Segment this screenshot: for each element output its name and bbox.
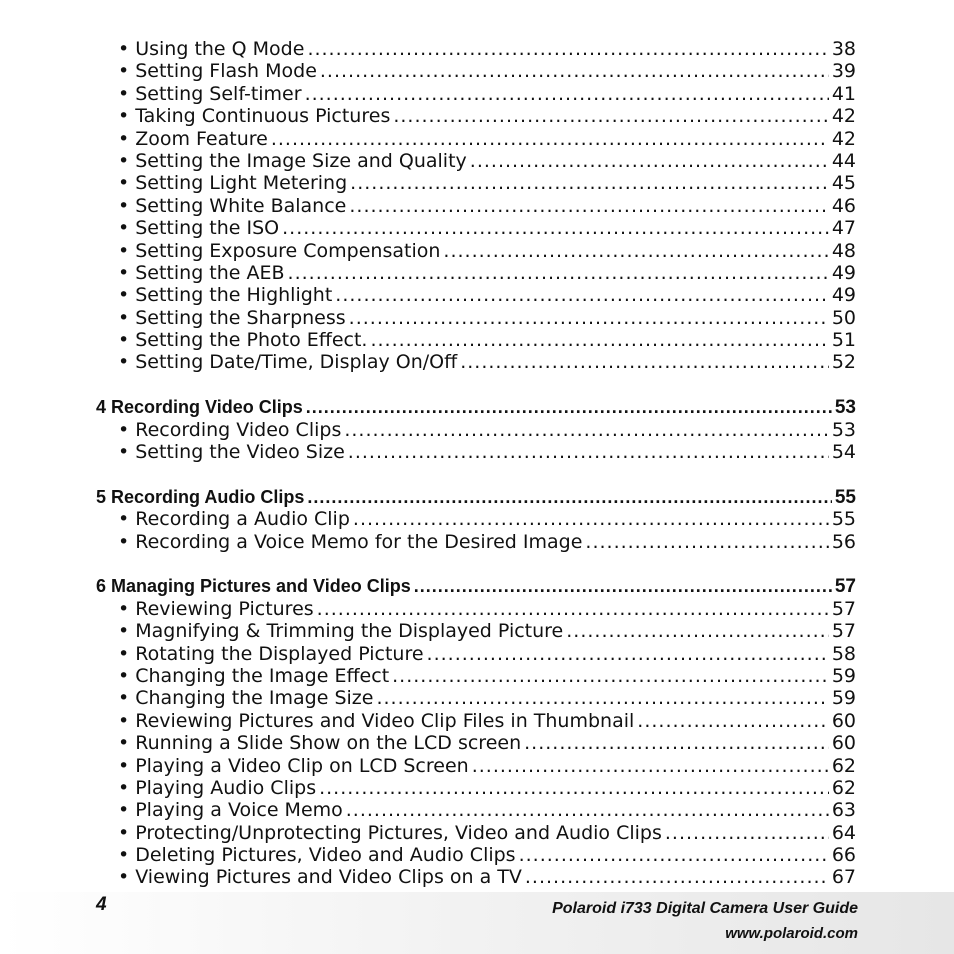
leader-dots — [346, 799, 829, 821]
toc-entry[interactable] — [96, 777, 856, 799]
toc-entry[interactable] — [96, 665, 856, 687]
toc-entry-title: Setting Light Metering — [135, 172, 348, 195]
toc-entry-page: 66 — [831, 844, 856, 867]
toc-entry-title: Recording a Voice Memo for the Desired Image — [135, 530, 583, 553]
bullet: • — [118, 149, 130, 172]
toc-entry[interactable] — [96, 620, 856, 642]
toc-entry-title: Setting Exposure Compensation — [135, 239, 441, 262]
bullet: • — [118, 351, 130, 374]
toc-entry-page: 64 — [831, 821, 856, 844]
toc-entry[interactable] — [96, 710, 856, 732]
bullet: • — [118, 866, 130, 889]
toc-entry-title: Setting Flash Mode — [135, 60, 317, 83]
toc-entry-title: Setting White Balance — [135, 194, 347, 217]
toc-entry[interactable] — [96, 844, 856, 866]
bullet: • — [118, 82, 130, 105]
toc-entry-title: Setting the Sharpness — [135, 306, 346, 329]
leader-dots — [414, 575, 832, 597]
toc-entry-title: Playing a Video Clip on LCD Screen — [135, 754, 469, 777]
bullet: • — [118, 60, 130, 83]
chapter-page: 57 — [834, 576, 856, 598]
leader-dots — [370, 329, 828, 351]
toc-entry-title: Using the Q Mode — [135, 38, 305, 60]
toc-entry-title: Recording a Audio Clip — [135, 508, 350, 531]
toc-entry-title: Setting Self-timer — [135, 82, 302, 105]
toc-entry-page: 67 — [831, 866, 856, 889]
toc-chapter-6[interactable] — [96, 575, 856, 597]
toc-entry[interactable] — [96, 799, 856, 821]
toc-entry-page: 52 — [831, 351, 856, 374]
toc-entry[interactable] — [96, 866, 856, 888]
bullet: • — [118, 329, 130, 352]
leader-dots — [353, 508, 829, 530]
toc-entry[interactable] — [96, 732, 856, 754]
toc-entry-title: Setting the Image Size and Quality — [135, 149, 467, 172]
leader-dots — [335, 284, 829, 306]
leader-dots — [317, 598, 829, 620]
toc-entry-title: Reviewing Pictures — [135, 597, 314, 620]
toc-entry-page: 60 — [831, 709, 856, 732]
chapter-page: 53 — [834, 397, 856, 419]
leader-dots — [307, 486, 832, 508]
table-of-contents — [96, 38, 856, 889]
leader-dots — [472, 755, 829, 777]
toc-entry-page: 59 — [831, 687, 856, 710]
toc-entry[interactable] — [96, 687, 856, 709]
leader-dots — [307, 38, 828, 60]
bullet: • — [118, 664, 130, 687]
toc-entry-page: 60 — [831, 732, 856, 755]
bullet: • — [118, 306, 130, 329]
toc-entry-title: Changing the Image Effect — [135, 664, 390, 687]
toc-entry-page: 57 — [831, 620, 856, 643]
section-gap — [96, 463, 856, 485]
toc-entry-page: 51 — [831, 329, 856, 352]
toc-entry-title: Protecting/Unprotecting Pictures, Video and Audio Clips — [135, 821, 662, 844]
toc-entry[interactable] — [96, 351, 856, 373]
toc-entry-page: 62 — [831, 754, 856, 777]
bullet: • — [118, 418, 130, 441]
leader-dots — [392, 665, 829, 687]
toc-entry[interactable] — [96, 508, 856, 530]
bullet: • — [118, 642, 130, 665]
leader-dots — [393, 105, 828, 127]
toc-entry[interactable] — [96, 262, 856, 284]
toc-entry[interactable] — [96, 60, 856, 82]
toc-entry-page: 63 — [831, 799, 856, 822]
toc-entry-page: 57 — [831, 597, 856, 620]
website-link[interactable]: www.polaroid.com — [725, 925, 858, 942]
toc-entry-title: Rotating the Displayed Picture — [135, 642, 424, 665]
toc-entry-title: Running a Slide Show on the LCD screen — [135, 732, 522, 755]
toc-entry-page: 54 — [831, 441, 856, 464]
chapter-page: 55 — [834, 486, 856, 508]
bullet: • — [118, 261, 130, 284]
toc-entry-page: 49 — [831, 261, 856, 284]
bullet: • — [118, 709, 130, 732]
leader-dots — [306, 396, 832, 418]
leader-dots — [665, 822, 829, 844]
toc-chapter-5[interactable] — [96, 486, 856, 508]
leader-dots — [319, 777, 829, 799]
toc-entry-page: 42 — [831, 105, 856, 128]
toc-entry-title: Viewing Pictures and Video Clips on a TV — [135, 866, 522, 889]
toc-entry-title: Zoom Feature — [135, 127, 268, 150]
toc-entry-page: 56 — [831, 530, 856, 553]
toc-entry[interactable] — [96, 419, 856, 441]
leader-dots — [349, 307, 829, 329]
bullet: • — [118, 441, 130, 464]
toc-entry-page: 38 — [831, 38, 856, 60]
bullet: • — [118, 284, 130, 307]
toc-entry-page: 42 — [831, 127, 856, 150]
toc-entry-page: 50 — [831, 306, 856, 329]
toc-entry-title: Playing a Voice Memo — [135, 799, 343, 822]
toc-entry[interactable] — [96, 240, 856, 262]
leader-dots — [637, 710, 829, 732]
leader-dots — [271, 128, 829, 150]
leader-dots — [320, 60, 829, 82]
toc-entry[interactable] — [96, 172, 856, 194]
bullet: • — [118, 776, 130, 799]
toc-entry-page: 46 — [831, 194, 856, 217]
toc-entry-title: Setting the ISO — [135, 217, 280, 240]
guide-title: Polaroid i733 Digital Camera User Guide — [552, 900, 858, 917]
bullet: • — [118, 239, 130, 262]
toc-entry[interactable] — [96, 329, 856, 351]
leader-dots — [519, 844, 829, 866]
toc-entry-title: Taking Continuous Pictures — [135, 105, 391, 128]
leader-dots — [282, 217, 829, 239]
toc-entry[interactable] — [96, 284, 856, 306]
leader-dots — [349, 195, 828, 217]
toc-entry[interactable] — [96, 441, 856, 463]
leader-dots — [305, 83, 829, 105]
toc-entry-page: 48 — [831, 239, 856, 262]
toc-entry[interactable] — [96, 38, 856, 60]
toc-entry-title: Setting the Highlight — [135, 284, 333, 307]
toc-chapter-4[interactable] — [96, 396, 856, 418]
toc-entry-page: 55 — [831, 508, 856, 531]
toc-entry-title: Recording Video Clips — [135, 418, 342, 441]
section-gap — [96, 553, 856, 575]
toc-entry-title: Setting the AEB — [135, 261, 285, 284]
chapter-title: 5 Recording Audio Clips — [96, 486, 305, 507]
bullet: • — [118, 597, 130, 620]
toc-entry-page: 59 — [831, 664, 856, 687]
bullet: • — [118, 620, 130, 643]
bullet: • — [118, 194, 130, 217]
toc-entry-title: Magnifying & Trimming the Displayed Picture — [135, 620, 564, 643]
toc-entry[interactable] — [96, 598, 856, 620]
toc-entry-page: 62 — [831, 776, 856, 799]
bullet: • — [118, 217, 130, 240]
leader-dots — [348, 441, 829, 463]
toc-entry-title: Setting the Video Size — [135, 441, 345, 464]
toc-entry-page: 53 — [831, 418, 856, 441]
bullet: • — [118, 530, 130, 553]
page-number: 4 — [96, 894, 107, 915]
toc-entry[interactable] — [96, 150, 856, 172]
bullet: • — [118, 38, 130, 60]
toc-entry[interactable] — [96, 217, 856, 239]
leader-dots — [470, 150, 829, 172]
chapter-title: 6 Managing Pictures and Video Clips — [96, 576, 411, 597]
leader-dots — [460, 351, 829, 373]
toc-entry[interactable] — [96, 128, 856, 150]
toc-entry[interactable] — [96, 755, 856, 777]
toc-group-1 — [96, 38, 856, 374]
toc-entry[interactable] — [96, 83, 856, 105]
chapter-title: 4 Recording Video Clips — [96, 397, 303, 418]
toc-entry[interactable] — [96, 105, 856, 127]
toc-entry[interactable] — [96, 643, 856, 665]
bullet: • — [118, 754, 130, 777]
toc-entry-title: Deleting Pictures, Video and Audio Clips — [135, 844, 516, 867]
toc-entry-page: 58 — [831, 642, 856, 665]
bullet: • — [118, 844, 130, 867]
toc-entry-title: Playing Audio Clips — [135, 776, 317, 799]
toc-entry[interactable] — [96, 195, 856, 217]
bullet: • — [118, 127, 130, 150]
toc-entry[interactable] — [96, 307, 856, 329]
leader-dots — [443, 240, 828, 262]
toc-entry-page: 45 — [831, 172, 856, 195]
toc-entry[interactable] — [96, 822, 856, 844]
toc-entry-page: 41 — [831, 82, 856, 105]
bullet: • — [118, 799, 130, 822]
leader-dots — [525, 866, 829, 888]
bullet: • — [118, 172, 130, 195]
leader-dots — [344, 419, 828, 441]
bullet: • — [118, 687, 130, 710]
toc-entry-page: 49 — [831, 284, 856, 307]
toc-entry-title: Setting Date/Time, Display On/Off — [135, 351, 458, 374]
leader-dots — [566, 620, 829, 642]
bullet: • — [118, 732, 130, 755]
leader-dots — [350, 172, 829, 194]
bullet: • — [118, 105, 130, 128]
leader-dots — [427, 643, 829, 665]
leader-dots — [288, 262, 829, 284]
bullet: • — [118, 508, 130, 531]
toc-entry-page: 44 — [831, 149, 856, 172]
bullet: • — [118, 821, 130, 844]
toc-entry-page: 39 — [831, 60, 856, 83]
toc-entry-title: Changing the Image Size — [135, 687, 374, 710]
toc-entry-page: 47 — [831, 217, 856, 240]
leader-dots — [585, 531, 828, 553]
toc-entry[interactable] — [96, 531, 856, 553]
leader-dots — [524, 732, 829, 754]
leader-dots — [376, 687, 828, 709]
section-gap — [96, 374, 856, 396]
toc-entry-title: Setting the Photo Effect. — [135, 329, 368, 352]
toc-entry-title: Reviewing Pictures and Video Clip Files in Thumbnail — [135, 709, 635, 732]
